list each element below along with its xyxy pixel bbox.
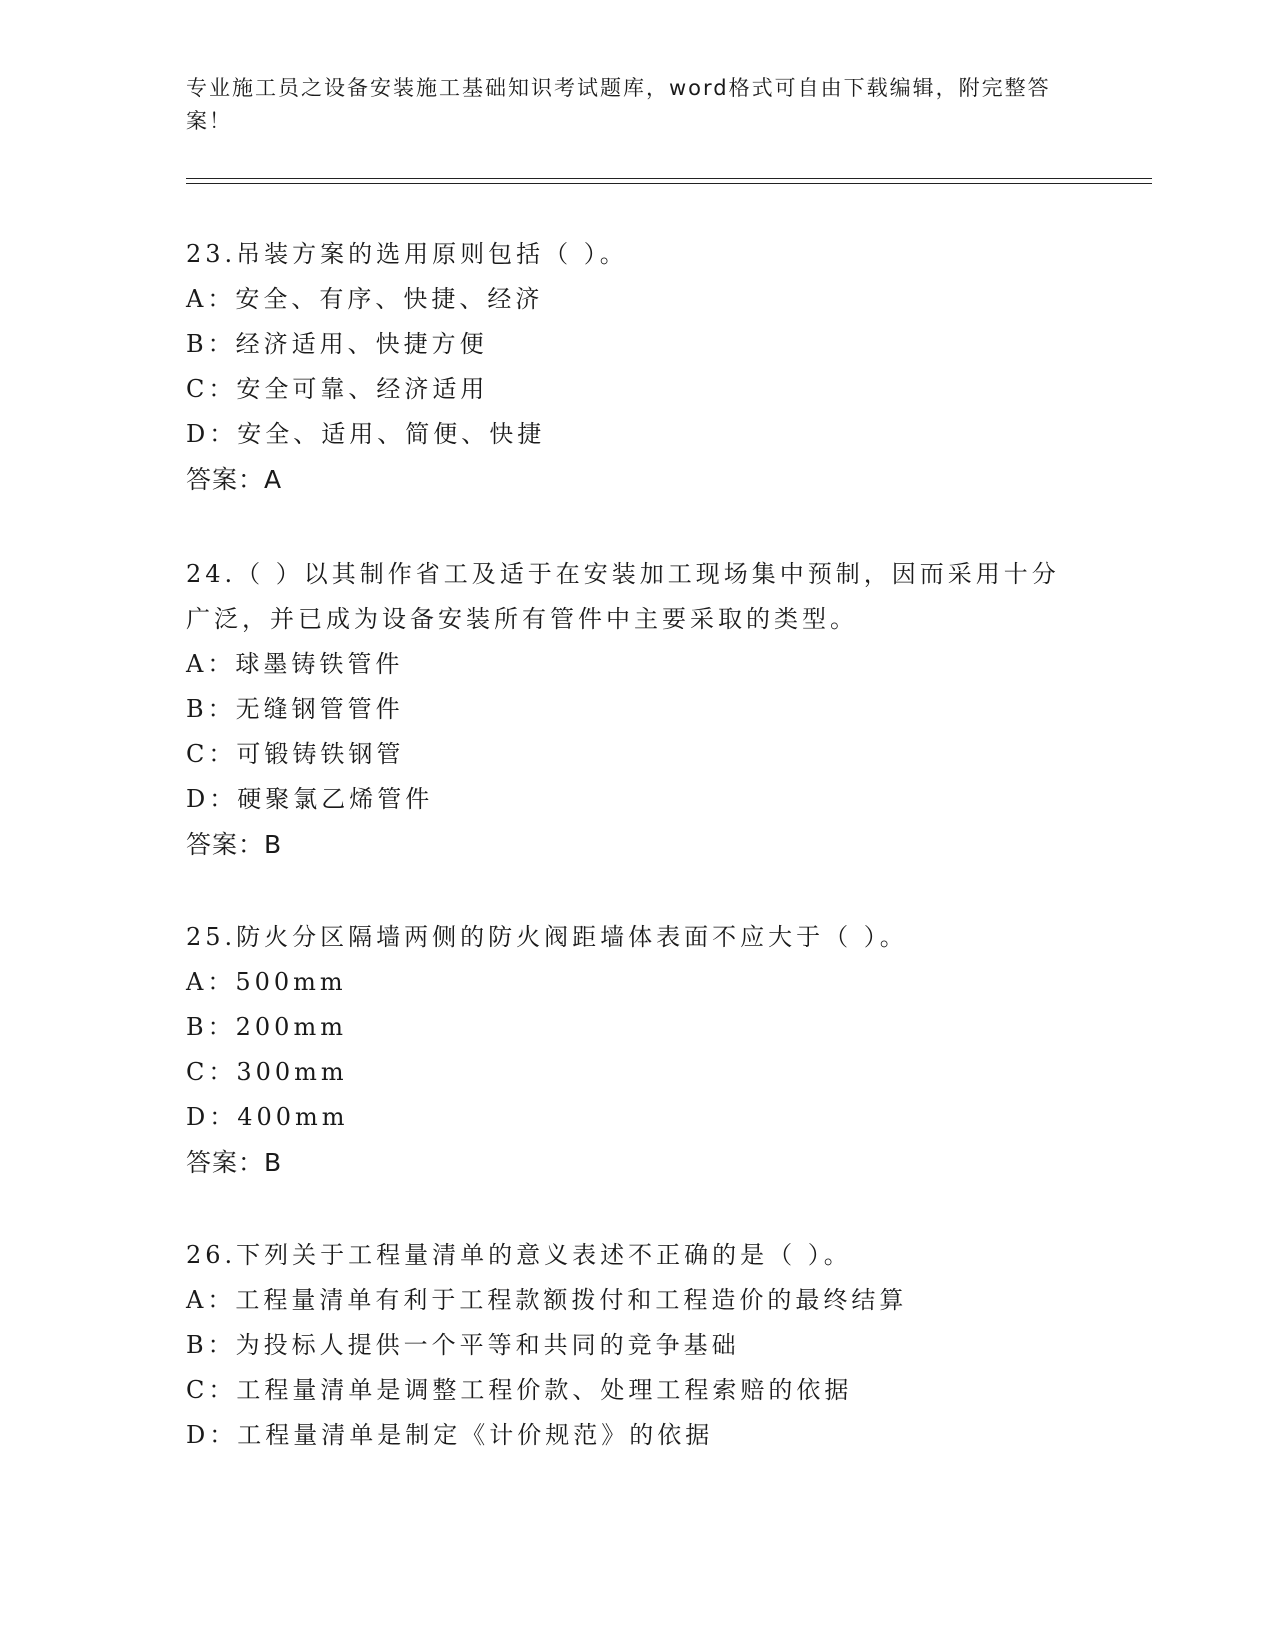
question-stem: 23.吊装方案的选用原则包括（ ）。 [186,240,628,268]
option-c: C：可锻铸铁钢管 [186,740,405,768]
option-d: D：硬聚氯乙烯管件 [186,785,434,813]
option-c: C：安全可靠、经济适用 [186,375,489,403]
option-d: D：安全、适用、简便、快捷 [186,420,546,448]
question-26 [186,1233,1066,1458]
header-divider-top [186,178,1152,179]
answer: 答案：B [186,830,283,859]
option-c: C：工程量清单是调整工程价款、处理工程索赔的依据 [186,1376,853,1404]
option-a: A：安全、有序、快捷、经济 [186,285,544,313]
option-b: B：经济适用、快捷方便 [186,330,488,358]
question-stem: 24.（ ）以其制作省工及适于在安装加工现场集中预制，因而采用十分广泛，并已成为设备安装所有管件中主要采取的类型。 [186,560,1060,633]
question-stem: 25.防火分区隔墙两侧的防火阀距墙体表面不应大于（ ）。 [186,923,908,951]
option-a: A：工程量清单有利于工程款额拨付和工程造价的最终结算 [186,1286,908,1314]
option-d: D：工程量清单是制定《计价规范》的依据 [186,1421,714,1449]
option-d: D：400mm [186,1103,349,1131]
header-divider-bottom [186,183,1152,184]
option-b: B：无缝钢管管件 [186,695,404,723]
option-a: A：球墨铸铁管件 [186,650,404,678]
document-header: 专业施工员之设备安装施工基础知识考试题库，word格式可自由下载编辑，附完整答案！ [186,76,1051,133]
option-b: B：为投标人提供一个平等和共同的竞争基础 [186,1331,740,1359]
answer: 答案：B [186,1148,283,1177]
question-23 [186,232,1066,502]
question-25 [186,915,1066,1185]
answer: 答案：A [186,465,283,494]
option-b: B：200mm [186,1013,347,1041]
question-stem: 26.下列关于工程量清单的意义表述不正确的是（ ）。 [186,1241,852,1269]
option-c: C：300mm [186,1058,348,1086]
option-a: A：500mm [186,968,347,996]
question-24 [186,552,1066,867]
